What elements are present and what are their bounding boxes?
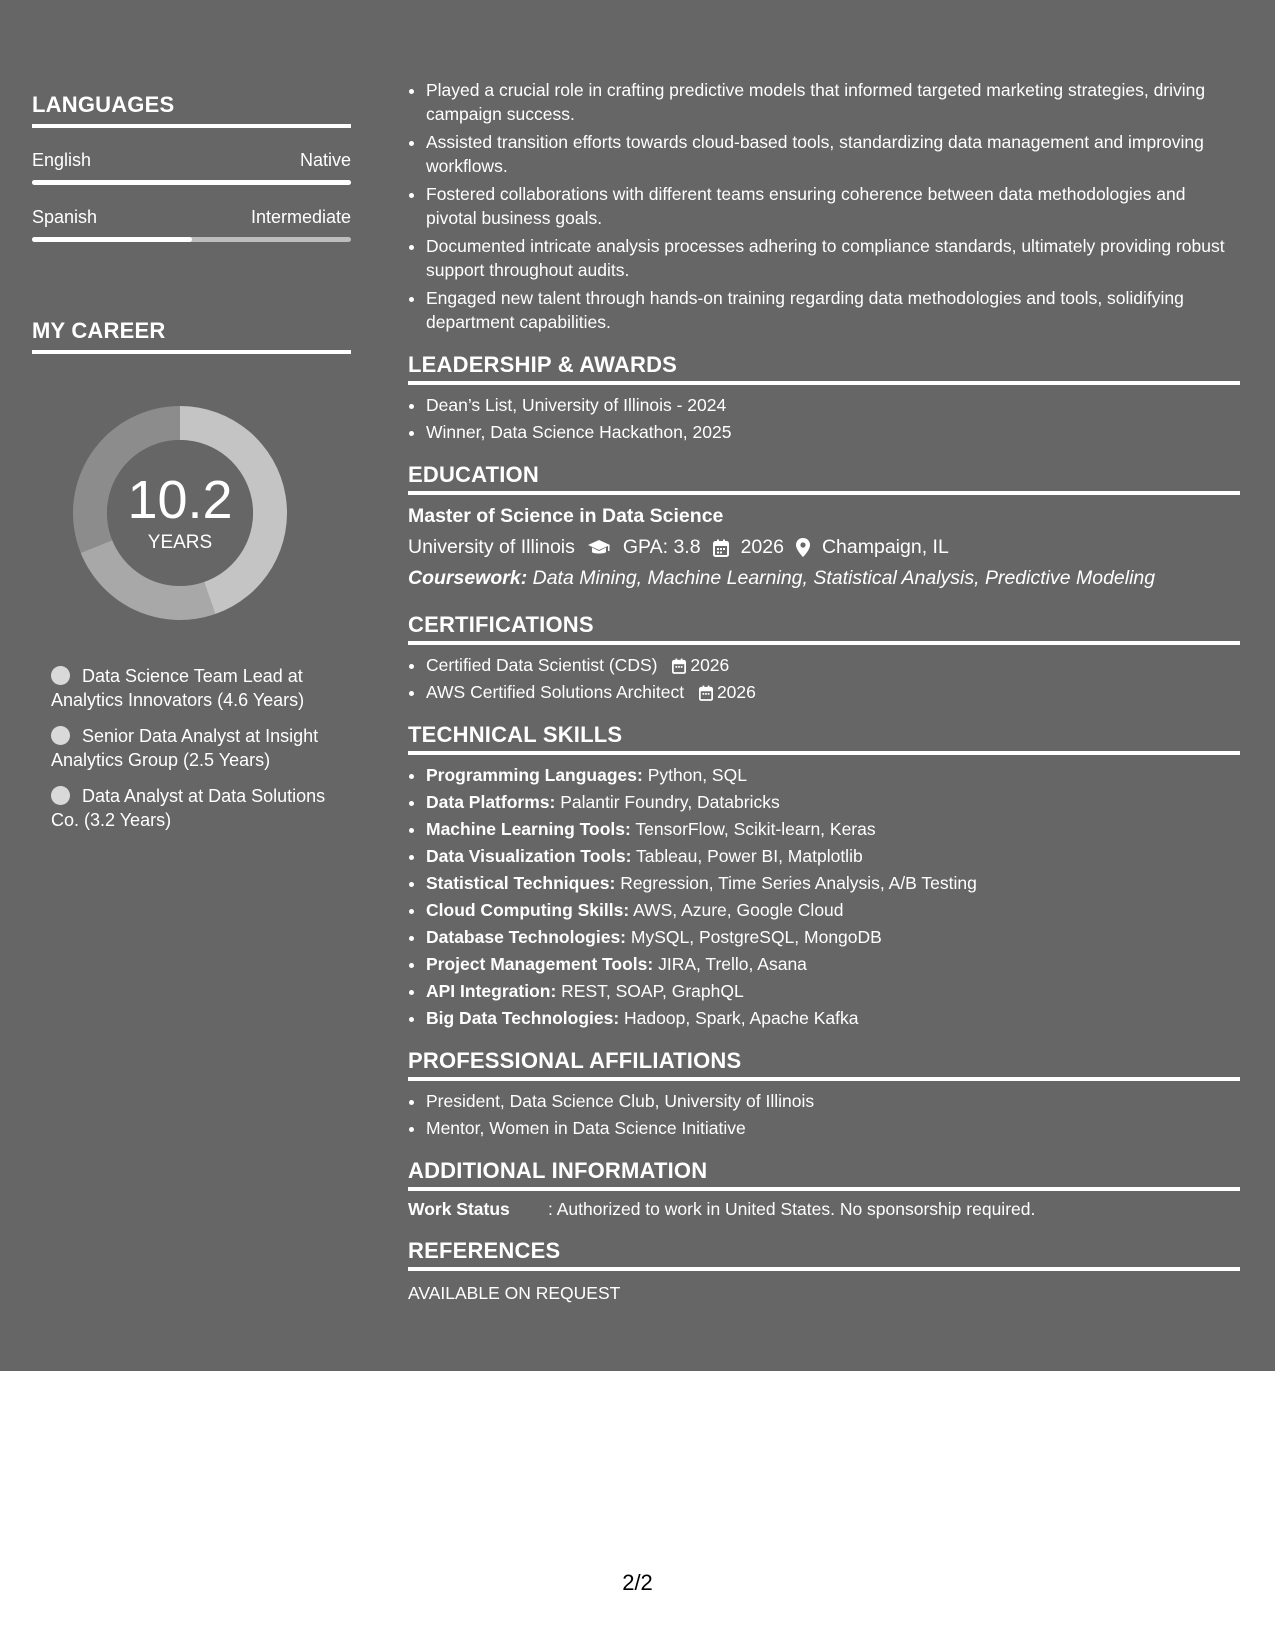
language-bar <box>32 180 351 185</box>
career-legend-item <box>51 724 341 772</box>
legend-dot-icon <box>51 666 70 685</box>
coursework-label: Coursework: <box>408 567 528 589</box>
skills-list <box>408 763 1240 1030</box>
calendar-icon <box>699 685 713 701</box>
legend-dot-icon <box>51 726 70 745</box>
page-number: 2/2 <box>622 1570 653 1595</box>
career-legend <box>51 664 341 832</box>
skill-item <box>426 790 1240 814</box>
certification-item <box>426 653 1240 677</box>
skill-item <box>426 871 1240 895</box>
additional-section <box>408 1158 1240 1220</box>
education-heading: EDUCATION <box>408 462 1240 495</box>
language-bar-fill <box>32 237 192 242</box>
language-item <box>32 150 351 185</box>
school-location: Champaign, IL <box>821 536 949 558</box>
career-legend-item <box>51 664 341 712</box>
skill-item <box>426 979 1240 1003</box>
affiliation-item: • President, Data Science Club, University of Illinois <box>426 1089 1240 1113</box>
skill-value: REST, SOAP, GraphQL <box>561 981 744 1001</box>
calendar-icon <box>672 658 686 674</box>
education-section <box>408 462 1240 590</box>
school-name: University of Illinois <box>408 536 575 558</box>
location-pin-icon <box>796 538 810 557</box>
certification-year: 2026 <box>690 655 730 675</box>
references-heading: REFERENCES <box>408 1238 1240 1271</box>
work-status-value: : Authorized to work in United States. No sponsorship required. <box>548 1199 1036 1219</box>
affiliations-heading: PROFESSIONAL AFFILIATIONS <box>408 1048 1240 1081</box>
skill-label: Machine Learning Tools: <box>426 819 631 839</box>
skill-item <box>426 1006 1240 1030</box>
leadership-list <box>408 393 1240 444</box>
experience-bullet: • Played a crucial role in crafting predictive models that informed targeted marketing strategies, driving campaign success. <box>426 78 1240 126</box>
skill-item <box>426 952 1240 976</box>
affiliations-section <box>408 1048 1240 1140</box>
graduation-year: 2026 <box>740 536 784 558</box>
career-total-value: 10.2 <box>127 470 233 530</box>
work-status-row <box>408 1199 1240 1220</box>
language-bar-fill <box>32 180 351 185</box>
leadership-heading: LEADERSHIP & AWARDS <box>408 352 1240 385</box>
skill-value: MySQL, PostgreSQL, MongoDB <box>630 927 882 947</box>
calendar-icon <box>713 539 729 557</box>
coursework-list: Data Mining, Machine Learning, Statistical Analysis, Predictive Modeling <box>532 567 1156 589</box>
skill-value: TensorFlow, Scikit-learn, Keras <box>635 819 876 839</box>
skill-label: Project Management Tools: <box>426 954 654 974</box>
certification-name: AWS Certified Solutions Architect <box>426 682 685 702</box>
certifications-heading: CERTIFICATIONS <box>408 612 1240 645</box>
experience-bullet: • Fostered collaborations with different teams ensuring coherence between data methodologies and pivotal business goals. <box>426 182 1240 230</box>
skill-value: Palantir Foundry, Databricks <box>560 792 780 812</box>
career-legend-label: Data Analyst at Data Solutions Co. (3.2 Years) <box>51 786 326 830</box>
career-legend-label: Senior Data Analyst at Insight Analytics Group (2.5 Years) <box>51 726 319 770</box>
skill-label: Data Platforms: <box>426 792 556 812</box>
graduation-cap-icon <box>587 539 611 557</box>
leadership-item: • Winner, Data Science Hackathon, 2025 <box>426 420 1240 444</box>
affiliations-list <box>408 1089 1240 1140</box>
certification-name: Certified Data Scientist (CDS) <box>426 655 658 675</box>
donut-center <box>65 398 295 628</box>
skill-label: Data Visualization Tools: <box>426 846 632 866</box>
skill-label: Database Technologies: <box>426 927 627 947</box>
additional-heading: ADDITIONAL INFORMATION <box>408 1158 1240 1191</box>
affiliation-item: • Mentor, Women in Data Science Initiative <box>426 1116 1240 1140</box>
language-name: Spanish <box>32 207 98 227</box>
main-content <box>408 78 1240 1304</box>
skill-value: JIRA, Trello, Asana <box>658 954 807 974</box>
career-total-unit: YEARS <box>147 532 213 553</box>
coursework <box>408 567 1240 590</box>
language-item <box>32 207 351 242</box>
experience-bullet: • Assisted transition efforts towards cloud-based tools, standardizing data management and improving workflows. <box>426 130 1240 178</box>
skill-value: Python, SQL <box>647 765 747 785</box>
skill-item <box>426 817 1240 841</box>
skill-item <box>426 925 1240 949</box>
gpa: GPA: 3.8 <box>622 536 701 558</box>
certifications-section <box>408 612 1240 704</box>
certifications-list <box>408 653 1240 704</box>
skill-label: Cloud Computing Skills: <box>426 900 630 920</box>
experience-bullet: • Documented intricate analysis processes adhering to compliance standards, ultimately providing robust support throughout audits. <box>426 234 1240 282</box>
career-donut-chart <box>65 398 295 628</box>
education-meta <box>408 536 1240 559</box>
certification-item <box>426 680 1240 704</box>
skill-value: AWS, Azure, Google Cloud <box>633 900 844 920</box>
career-heading: MY CAREER <box>32 318 351 354</box>
skill-value: Regression, Time Series Analysis, A/B Testing <box>620 873 977 893</box>
skill-item <box>426 763 1240 787</box>
experience-bullet: • Engaged new talent through hands-on training regarding data methodologies and tools, solidifying department capabilities. <box>426 286 1240 334</box>
skill-label: Programming Languages: <box>426 765 643 785</box>
skill-label: Statistical Techniques: <box>426 873 616 893</box>
skill-label: Big Data Technologies: <box>426 1008 620 1028</box>
skill-item <box>426 844 1240 868</box>
leadership-item: • Dean’s List, University of Illinois - 2024 <box>426 393 1240 417</box>
career-legend-item <box>51 784 341 832</box>
degree-title: Master of Science in Data Science <box>408 505 724 527</box>
sidebar <box>32 92 351 844</box>
certification-year: 2026 <box>716 682 756 702</box>
skills-section <box>408 722 1240 1030</box>
career-legend-label: Data Science Team Lead at Analytics Innovators (4.6 Years) <box>51 666 305 710</box>
skill-item <box>426 898 1240 922</box>
language-level: Native <box>299 150 351 170</box>
skill-value: Hadoop, Spark, Apache Kafka <box>624 1008 859 1028</box>
references-section <box>408 1238 1240 1304</box>
language-bar <box>32 237 351 242</box>
leadership-section <box>408 352 1240 444</box>
experience-bullets <box>408 78 1240 334</box>
skill-label: API Integration: <box>426 981 557 1001</box>
legend-dot-icon <box>51 786 70 805</box>
skill-value: Tableau, Power BI, Matplotlib <box>636 846 863 866</box>
work-status-label: Work Status <box>408 1199 510 1219</box>
language-level: Intermediate <box>250 207 351 227</box>
references-text: AVAILABLE ON REQUEST <box>408 1283 621 1303</box>
languages-heading: LANGUAGES <box>32 92 351 128</box>
skills-heading: TECHNICAL SKILLS <box>408 722 1240 755</box>
language-name: English <box>32 150 92 170</box>
